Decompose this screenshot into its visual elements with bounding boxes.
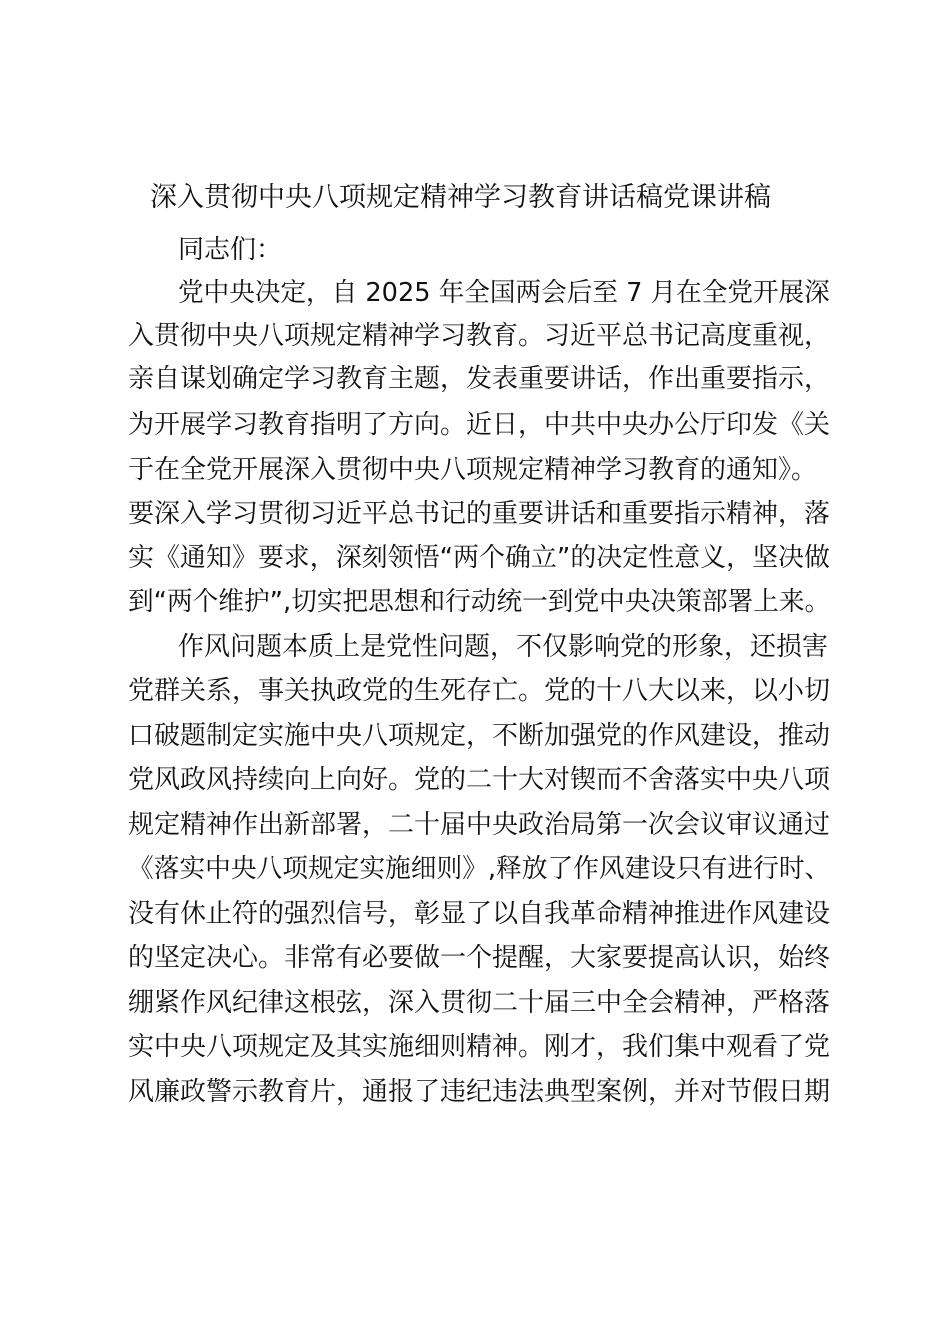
salutation: 同志们： — [178, 235, 283, 265]
paragraph-line: 没有休止符的强烈信号，彰显了以自我革命精神推进作风建设 — [128, 899, 831, 929]
paragraph-line: 要深入学习贯彻习近平总书记的重要讲话和重要指示精神，落 — [128, 499, 831, 529]
paragraph-line: 党群关系，事关执政党的生死存亡。党的十八大以来，以小切 — [128, 676, 831, 706]
paragraph-line: 亲自谋划确定学习教育主题，发表重要讲话，作出重要指示， — [128, 364, 831, 394]
paragraph-line: 绷紧作风纪律这根弦，深入贯彻二十届三中全会精神，严格落 — [128, 988, 831, 1018]
paragraph-line: 党风政风持续向上向好。党的二十大对锲而不舍落实中央八项 — [128, 765, 831, 795]
document-title: 深入贯彻中央八项规定精神学习教育讲话稿党课讲稿 — [150, 182, 771, 213]
paragraph-line: 党中央决定，自 2025 年全国两会后至 7 月在全党开展深 — [178, 278, 830, 308]
paragraph-line: 作风问题本质上是党性问题，不仅影响党的形象，还损害 — [178, 632, 829, 662]
paragraph-line: 规定精神作出新部署，二十届中央政治局第一次会议审议通过 — [128, 810, 831, 840]
paragraph-line: 实中央八项规定及其实施细则精神。刚才，我们集中观看了党 — [128, 1032, 831, 1062]
paragraph-line: 口破题制定实施中央八项规定，不断加强党的作风建设，推动 — [128, 721, 831, 751]
paragraph-line: 于在全党开展深入贯彻中央八项规定精神学习教育的通知》。 — [128, 455, 818, 485]
paragraph-line: 到“两个维护”,切实把思想和行动统一到党中央决策部署上来。 — [128, 587, 831, 617]
paragraph-line: 入贯彻中央八项规定精神学习教育。习近平总书记高度重视， — [128, 321, 831, 351]
paragraph-line: 风廉政警示教育片，通报了违纪违法典型案例，并对节假日期 — [128, 1077, 831, 1107]
paragraph-line: 的坚定决心。非常有必要做一个提醒，大家要提高认识，始终 — [128, 943, 831, 973]
paragraph-line: 实《通知》要求，深刻领悟“两个确立”的决定性意义，坚决做 — [128, 543, 830, 573]
paragraph-line: 《落实中央八项规定实施细则》,释放了作风建设只有进行时、 — [128, 854, 831, 884]
paragraph-line: 为开展学习教育指明了方向。近日，中共中央办公厅印发《关 — [128, 410, 831, 440]
